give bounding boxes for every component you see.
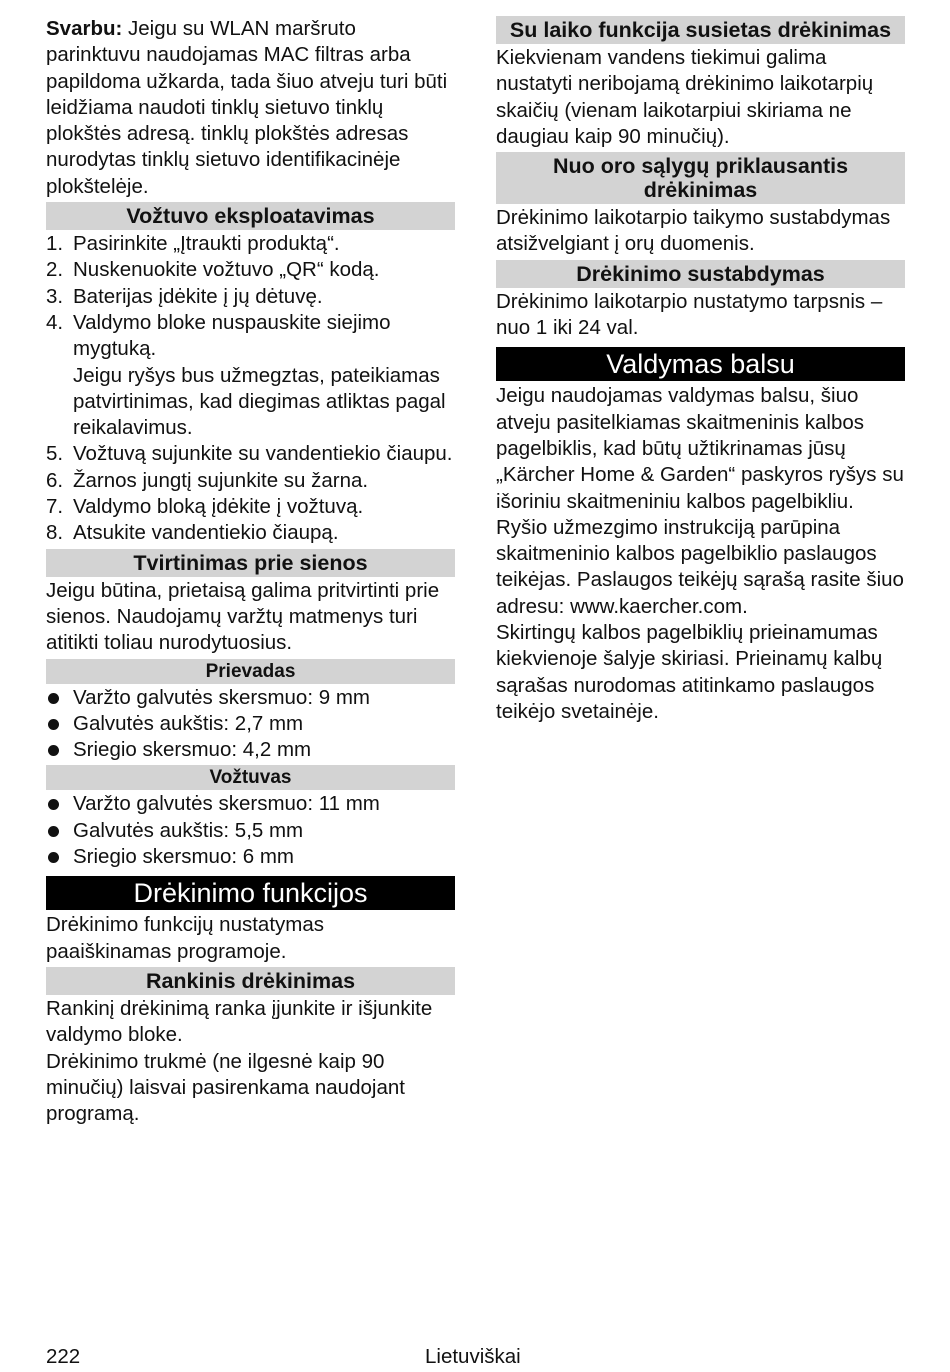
bullet-icon <box>48 799 59 810</box>
step-text: Žarnos jungtį sujunkite su žarna. <box>73 468 369 492</box>
important-note <box>46 16 455 200</box>
heading-weather-irrigation: Nuo oro sąlygų priklausantis drėkinimas <box>496 152 905 204</box>
list-item <box>46 844 455 870</box>
list-item <box>46 685 455 711</box>
spec-text: Galvutės aukštis: 5,5 mm <box>73 818 304 842</box>
important-text: Jeigu su WLAN maršruto parinktuvu naudojamas MAC filtras arba papildoma užkarda, tada šiuo atveju turi būti leidžiama naudoti tinklų sietuvo tinklų plokštės adresą. tinklų plokštės adresas nurodytas tinklų sietuvo identifikacinėje plokštelėje. <box>46 17 448 198</box>
heading-port: Prievadas <box>46 659 455 684</box>
list-item <box>46 310 455 441</box>
voice-control-text-2: Ryšio užmezgimo instrukciją parūpina skaitmeninio kalbos pagelbiklio paslaugos teikėjas. Paslaugos teikėjų sąrašą rasite šiuo adresu: www.kaercher.com. <box>496 515 904 618</box>
bullet-icon <box>48 826 59 837</box>
valve-operation-steps <box>46 231 455 547</box>
irrigation-functions-text: Drėkinimo funkcijų nustatymas paaiškinamas programoje. <box>46 913 324 963</box>
weather-irrigation-text: Drėkinimo laikotarpio taikymo sustabdymas atsižvelgiant į orų duomenis. <box>496 206 891 256</box>
step-number: 6. <box>46 468 64 492</box>
heading-wall-mount: Tvirtinimas prie sienos <box>46 549 455 577</box>
spec-text: Varžto galvutės skersmuo: 11 mm <box>73 792 380 816</box>
footer-language: Lietuviškai <box>425 1345 521 1368</box>
heading-timed-irrigation: Su laiko funkcija susietas drėkinimas <box>496 16 905 44</box>
step-text: Atsukite vandentiekio čiaupą. <box>73 521 339 545</box>
step-number: 1. <box>46 232 64 256</box>
step-number: 8. <box>46 521 64 545</box>
list-item <box>46 468 455 494</box>
step-text: Valdymo bloke nuspauskite siejimo mygtuką. <box>73 310 391 361</box>
step-text: Nuskenuokite vožtuvo „QR“ kodą. <box>73 258 380 282</box>
step-number: 7. <box>46 495 64 519</box>
irrigation-suspend-text: Drėkinimo laikotarpio nustatymo tarpsnis – nuo 1 iki 24 val. <box>496 289 883 340</box>
step-text: Valdymo bloką įdėkite į vožtuvą. <box>73 495 364 519</box>
spec-text: Varžto galvutės skersmuo: 9 mm <box>73 685 370 709</box>
step-text: Vožtuvą sujunkite su vandentiekio čiaupu. <box>73 442 453 466</box>
manual-irrigation-text-1: Rankinį drėkinimą ranka įjunkite ir išjunkite valdymo bloke. <box>46 996 433 1047</box>
bullet-icon <box>48 693 59 704</box>
step-extra-text: Jeigu ryšys bus užmegztas, pateikiamas patvirtinimas, kad diegimas atliktas pagal reikalavimus. <box>73 363 446 440</box>
heading-valve-operation: Vožtuvo eksploatavimas <box>46 202 455 230</box>
heading-irrigation-suspend: Drėkinimo sustabdymas <box>496 260 905 288</box>
list-item <box>46 818 455 844</box>
heading-valve: Vožtuvas <box>46 765 455 790</box>
heading-irrigation-functions: Drėkinimo funkcijos <box>46 876 455 910</box>
timed-irrigation-text: Kiekvienam vandens tiekimui galima nustatyti neribojamą drėkinimo laikotarpių skaičių (vienam laikotarpiui skiriama ne daugiau kaip 90 minučių). <box>496 46 874 148</box>
list-item <box>46 257 455 283</box>
bullet-icon <box>48 719 59 730</box>
bullet-icon <box>48 852 59 863</box>
list-item <box>46 284 455 310</box>
voice-control-text-1: Jeigu naudojamas valdymas balsu, šiuo atveju pasitelkiamas skaitmeninis kalbos pagelbiklis, kad būtų užtikrinamas jūsų „Kärcher Home & Garden“ paskyros ryšys su išoriniu skaitmeniniu kalbos pagelbikliu. <box>496 384 904 513</box>
step-number: 5. <box>46 442 64 466</box>
spec-text: Sriegio skersmuo: 6 mm <box>73 845 295 869</box>
important-label: Svarbu: <box>46 17 123 40</box>
step-text: Pasirinkite „Įtraukti produktą“. <box>73 232 340 256</box>
right-column <box>496 16 905 725</box>
spec-text: Sriegio skersmuo: 4,2 mm <box>73 738 312 762</box>
list-item <box>46 791 455 817</box>
valve-specs <box>46 791 455 870</box>
voice-control-text-3: Skirtingų kalbos pagelbiklių prieinamumas kiekvienoje šalyje skiriasi. Prieinamų kalbų sąrašas nurodomas atitinkamo paslaugos teikėjo svetainėje. <box>496 621 883 723</box>
step-text: Baterijas įdėkite į jų dėtuvę. <box>73 284 323 308</box>
step-number: 2. <box>46 258 64 282</box>
list-item <box>46 711 455 737</box>
wall-mount-text: Jeigu būtina, prietaisą galima pritvirtinti prie sienos. Naudojamų varžtų matmenys turi atitikti toliau nurodytuosius. <box>46 578 440 655</box>
page-number: 222 <box>46 1345 81 1368</box>
port-specs <box>46 685 455 764</box>
list-item <box>46 494 455 520</box>
list-item <box>46 520 455 546</box>
list-item <box>46 231 455 257</box>
heading-manual-irrigation: Rankinis drėkinimas <box>46 967 455 995</box>
step-number: 3. <box>46 284 64 308</box>
list-item <box>46 441 455 467</box>
list-item <box>46 737 455 763</box>
step-number: 4. <box>46 310 64 334</box>
spec-text: Galvutės aukštis: 2,7 mm <box>73 711 304 735</box>
bullet-icon <box>48 745 59 756</box>
heading-voice-control: Valdymas balsu <box>496 347 905 381</box>
left-column <box>46 16 455 1127</box>
manual-irrigation-text-2: Drėkinimo trukmė (ne ilgesnė kaip 90 minučių) laisvai pasirenkama naudojant programą. <box>46 1049 405 1126</box>
